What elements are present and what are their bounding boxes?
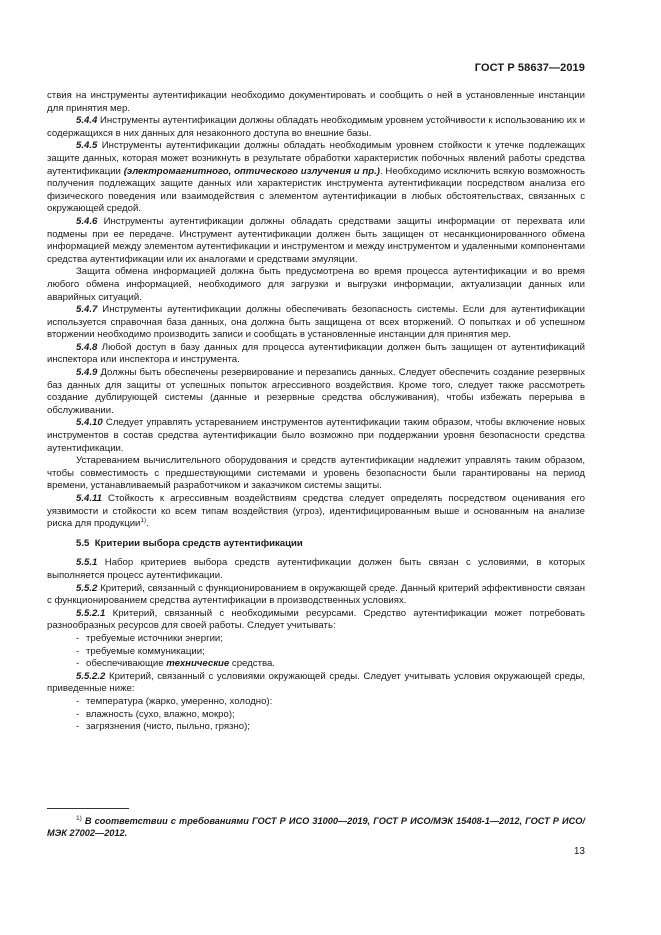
clause-number: 5.4.9 (76, 367, 98, 379)
paragraph-5-4-6: 5.4.6 Инструменты аутентификации должны обладать средствами защиты информации от перехвата или подмены при ее передаче. Инструмент аутентификации должен быть защищен от несанкционированного обмена информацией между элементом аутентификации и инструментом и между инструментом и удаленными компонентами средства аутентификации или их аналогами и средствами эмуляции. (47, 215, 585, 265)
footnote-marker: 1) (76, 814, 82, 822)
clause-number: 5.4.8 (76, 341, 98, 353)
paragraph-5-4-7: 5.4.7 Инструменты аутентификации должны обеспечивать безопасность системы. Если для аутентификации используется справочная база данных, она должна быть защищена от всех вторжений. О попытках и об успешном вторжении необходимо производить записи и сообщать в установленные инстанции для принятия мер. (47, 304, 585, 341)
paragraph-5-5-2: 5.5.2 Критерий, связанный с функционированием в окружающей среде. Данный критерий эффективности связан с функционированием средства аутентификации в производственных условиях. (47, 582, 585, 607)
standard-header: ГОСТ Р 58637—2019 (474, 62, 585, 74)
clause-number: 5.4.7 (76, 304, 98, 316)
emphasis-text: технические (166, 658, 230, 670)
paragraph-5-4-11: 5.4.11 Стойкость к агрессивным воздействиям средства следует определять посредством оценивания его уязвимости и стойкости ко всем типам воздействия (угроз), идентифицированным выше и основанным на анализе риска для продукции$^{1)}$. (47, 493, 585, 530)
footnote-reference[interactable]: 1) (140, 517, 147, 524)
clause-number: 5.4.5 (76, 140, 98, 152)
list-item: - требуемые источники энергии; (76, 632, 223, 644)
paragraph-5-5-1: 5.5.1 Набор критериев выбора средств аутентификации должен быть связан с условиями, в которых выполняется процесс аутентификации. (47, 557, 585, 581)
paragraph-5-5-2-1: 5.5.2.1 Критерий, связанный с необходимыми ресурсами. Средство аутентификации может потребовать разнообразных ресурсов для своей работы. Следует учитывать: (47, 607, 585, 632)
paragraph-continuation: ствия на инструменты аутентификации необходимо документировать и сообщить о ней в установленные инстанции для принятия мер. (47, 90, 585, 114)
section-heading-5-5 (47, 538, 585, 551)
clause-number: 5.4.11 (76, 493, 102, 504)
paragraph-obsolescence: Устареванием вычислительного оборудования и средств аутентификации надлежит управлять таким образом, чтобы совместимость с предшествующими системами и уровень безопасности были гарантированы на период времени, устанавливаемый разработчиком и заказчиком системы защиты. (47, 455, 585, 492)
footnote-text: В соответствии с требованиями ГОСТ Р ИСО 31000—2019, ГОСТ Р ИСО/МЭК 15408-1—2012, ГОСТ Р ИСО/МЭК 27002—2012. (47, 816, 585, 839)
clause-number: 5.4.4 (76, 115, 98, 127)
paragraph-5-4-4: 5.4.4 Инструменты аутентификации должны обладать необходимым уровнем устойчивости к использованию их и содержащихся в них данных для незаконного доступа во внешние базы. (47, 115, 585, 139)
footnote-divider (47, 808, 129, 809)
list-item: - требуемые коммуникации; (76, 645, 205, 657)
resources-list (47, 633, 585, 671)
paragraph-5-4-10: 5.4.10 Следует управлять устареванием инструментов аутентификации таким образом, чтобы включение новых инструментов в состав средства аутентификации было возможно при поддержании уровня безопасности средства аутентификации. (47, 417, 585, 454)
clause-number: 5.4.10 (76, 417, 103, 429)
clause-number: 5.4.6 (76, 215, 98, 227)
clause-number: 5.5.1 (76, 557, 98, 569)
paragraph-5-4-8: 5.4.8 Любой доступ в базу данных для процесса аутентификации должен быть защищен от аутентификаций инспектора или инспектора и инструмента. (47, 341, 585, 366)
list-item: - влажность (сухо, влажно, мокро); (76, 708, 235, 720)
paragraph-exchange-protection: Защита обмена информацией должна быть предусмотрена во время процесса аутентификации и во время любого обмена информацией, необходимого для загрузки и выгрузки информации, актуализации данных или аварийных ситуаций. (47, 266, 585, 303)
section-title: Критерии выбора средств аутентификации (94, 537, 303, 549)
section-number: 5.5 (76, 537, 90, 549)
environment-list (47, 696, 585, 734)
paragraph-5-5-2-2: 5.5.2.2 Критерий, связанный с условиями окружающей среды. Следует учитывать условия окружающей среды, приведенные ниже: (47, 670, 585, 695)
page-number: 13 (573, 846, 585, 857)
list-item: - температура (жарко, умеренно, холодно): (76, 695, 273, 707)
list-item: - загрязнения (чисто, пыльно, грязно); (76, 721, 250, 733)
clause-number: 5.5.2 (76, 582, 98, 594)
footnote (47, 815, 585, 840)
list-item: - обеспечивающие технические средства. (76, 658, 275, 670)
body-text (47, 90, 585, 734)
clause-number: 5.5.2.2 (76, 670, 106, 682)
paragraph-5-4-9: 5.4.9 Должны быть обеспечены резервирование и перезапись данных. Следует обеспечить создание резервных баз данных для защиты от успешных попыток агрессивного воздействия. Кроме того, следует также рассмотреть создание дублирующей системы (данные и резервные средства обслуживания), чтобы избежать перерыва в обслуживании. (47, 367, 585, 416)
emphasis-text: (электромагнитного, оптического излучения и пр.) (123, 165, 380, 177)
paragraph-5-4-5: 5.4.5 Инструменты аутентификации должны обладать необходимым уровнем стойкости к утечке подлежащих защите данных, которая может возникнуть в результате обработки характеристик побочных явлений работы средства аутентификации (электромагнитного, оптического излучения и пр.). Необходимо исключить всякую возможность получения подлежащих защите данных или характеристик инструмента аутентификации посредством анализа его физического поведения или взаимодействия с элементом аутентификации в любых обстоятельствах, связанных с окружающей средой. (47, 140, 586, 215)
clause-number: 5.5.2.1 (76, 607, 106, 619)
